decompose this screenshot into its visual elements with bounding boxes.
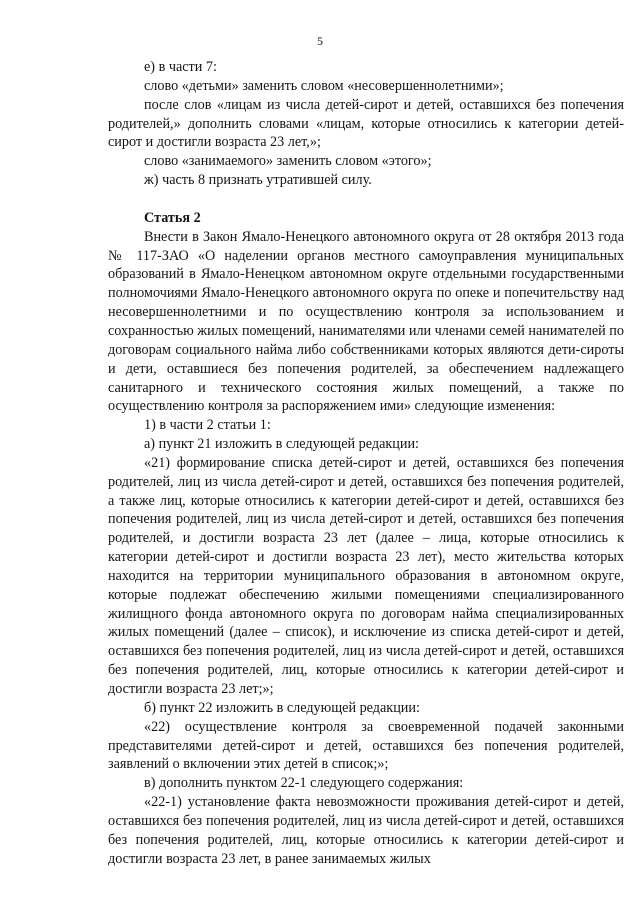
article-heading: Статья 2 [144, 209, 201, 226]
paragraph: а) пункт 21 изложить в следующей редакции: [144, 436, 419, 453]
page-number: 5 [317, 34, 323, 48]
paragraph: Внести в Закон Ямало-Ненецкого автономного округа от 28 октября 2013 года № 117-ЗАО «О наделении органов местного самоуправления муниципальных образований в Ямало-Ненецком автономном округе отдельными государственными полномочиями Ямало-Ненецкого автономного округа по опеке и попечительству над несовершеннолетними и по осуществлению контроля за использованием и сохранностью жилых помещений, нанимателями или членами семей нанимателей по договорам социального найма либо собственниками которых являются дети-сироты и дети, оставшиеся без попечения родителей, за обеспечением надлежащего санитарного и технического состояния жилых помещений, а также по осуществлению контроля за распоряжением ими» следующие изменения: [108, 228, 624, 415]
paragraph: «22) осуществление контроля за своевременной подачей законными представителями детей-сирот и детей, оставшихся без попечения родителей, заявлений о включении этих детей в список;»; [108, 718, 624, 773]
spacer [108, 190, 624, 209]
paragraph: б) пункт 22 изложить в следующей редакции: [144, 699, 420, 716]
paragraph: «21) формирование списка детей-сирот и детей, оставшихся без попечения родителей, лиц из числа детей-сирот и детей, оставшихся без попечения родителей, а также лиц, которые относились к категории детей-сирот и детей, оставшихся без попечения родителей, лиц из числа детей-сирот и детей, оставшихся без попечения родителей, и достигли возраста 23 лет (далее – лица, которые относились к категории детей-сирот и достигли возраста 23 лет), место жительства которых находится на территории муниципального образования в автономном округе, которые подлежат обеспечению жилыми помещениями специализированного жилищного фонда автономного округа по договорам найма специализированных жилых помещений (далее – список), и исключение из списка детей-сирот и детей, оставшихся без попечения родителей, лиц из числа детей-сирот и детей, оставшихся без попечения родителей, лиц, которые относились к категории детей-сирот и достигли возраста 23 лет;»; [108, 454, 624, 697]
paragraph: после слов «лицам из числа детей-сирот и детей, оставшихся без попечения родителей,» дополнить словами «лицам, которые относились к категории детей-сирот и достигли возраста 23 лет,»; [108, 96, 624, 151]
paragraph: 1) в части 2 статьи 1: [144, 417, 271, 434]
paragraph: в) дополнить пунктом 22-1 следующего содержания: [144, 775, 464, 792]
paragraph: слово «детьми» заменить словом «несовершеннолетними»; [144, 77, 504, 94]
paragraph: слово «занимаемого» заменить словом «этого»; [144, 153, 432, 170]
document-body [108, 58, 624, 868]
paragraph: ж) часть 8 признать утратившей силу. [144, 172, 372, 189]
paragraph: «22-1) установление факта невозможности проживания детей-сирот и детей, оставшихся без попечения родителей, лиц из числа детей-сирот и детей, оставшихся без попечения родителей, лиц, которые относились к категории детей-сирот и достигли возраста 23 лет, в ранее занимаемых жилых [108, 794, 624, 867]
paragraph: е) в части 7: [144, 59, 217, 75]
